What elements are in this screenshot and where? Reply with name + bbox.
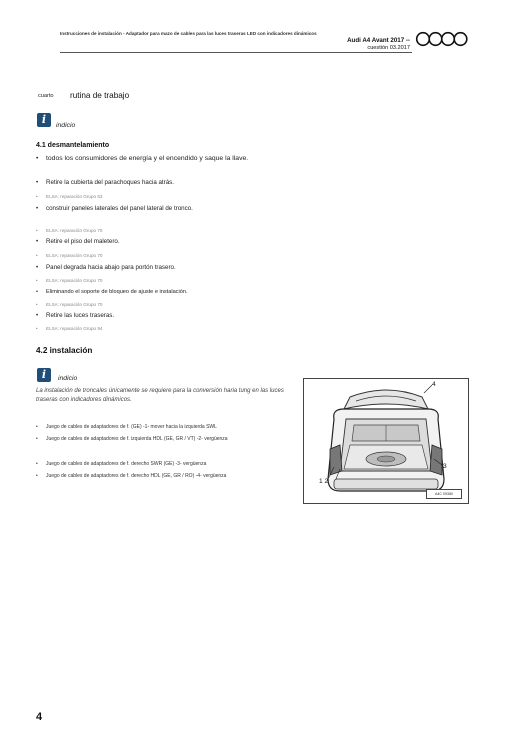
list-item: • Retire las luces traseras.	[36, 312, 115, 319]
list-item-reference: • ELSA: reparación Grupo 94	[36, 326, 103, 331]
vehicle-model: Audi A4 Avant 2017 --	[347, 37, 410, 44]
list-item: • Panel degrada hacia abajo para portón trasero.	[36, 264, 176, 271]
list-item: • Juego de cables de adaptadores de f. derecho SWR (GE) -3- vergüenza	[36, 461, 207, 467]
figure-code: A4C 09380	[426, 489, 462, 499]
list-item-reference: • ELSA: reparación Grupo 70	[36, 302, 103, 307]
list-item: • Retire la cubierta del parachoques hacia atrás.	[36, 179, 174, 186]
info-label: indicio	[56, 122, 76, 129]
document-header-title: Instrucciones de instalación - Adaptador para mazo de cables para las luces traseras LED con indicadores dinámicos	[60, 31, 317, 36]
section-number: cuarto	[38, 93, 54, 99]
info-label: indicio	[58, 375, 78, 382]
list-item: • construir paneles laterales del panel lateral de tronco.	[36, 205, 193, 212]
figure-callout-3: 3	[443, 463, 447, 470]
list-item: • Juego de cables de adaptadores de f. derecho HDL (GE, GR / RO) -4- vergüenza	[36, 473, 227, 479]
audi-rings-logo	[414, 31, 470, 47]
info-icon: i	[37, 113, 51, 127]
info-icon: i	[37, 368, 51, 382]
dismantling-heading: 4.1 desmantelamiento	[36, 142, 110, 149]
list-item-reference: • ELSA: reparación Grupo 70	[36, 253, 103, 258]
header-divider	[60, 52, 412, 53]
section-title: rutina de trabajo	[70, 91, 130, 100]
list-item: • Eliminando el soporte de bloqueo de ajuste e instalación.	[36, 289, 188, 295]
list-item-reference: • ELSA: reparación Grupo 63	[36, 194, 103, 199]
trunk-illustration	[304, 379, 468, 503]
list-item: • Juego de cables de adaptadores de f. izquierda HDL (GE, GR / VT) -2- vergüenza	[36, 436, 228, 442]
figure-callout-1-2: 1 2	[319, 478, 329, 485]
list-item: • todos los consumidores de energía y el encendido y saque la llave.	[36, 155, 249, 162]
figure-callout-4: 4	[432, 381, 436, 388]
issue-date: cuestión 03.2017	[367, 45, 410, 51]
installation-intro: La instalación de troncales únicamente se requiere para la conversión haria tung en las luces traseras con indicadores dinámicos.	[36, 388, 284, 403]
list-item-reference: • ELSA: reparación Grupo 70	[36, 278, 103, 283]
trunk-installation-figure	[303, 378, 469, 504]
list-item: • Retire el piso del maletero.	[36, 238, 120, 245]
page-number: 4	[36, 711, 43, 723]
installation-heading: 4.2 instalación	[36, 346, 93, 355]
list-item-reference: • ELSA: reparación Grupo 70	[36, 228, 103, 233]
list-item: • Juego de cables de adaptadores de f. (GE) -1- mover hacia la izquierda SWL	[36, 424, 217, 430]
